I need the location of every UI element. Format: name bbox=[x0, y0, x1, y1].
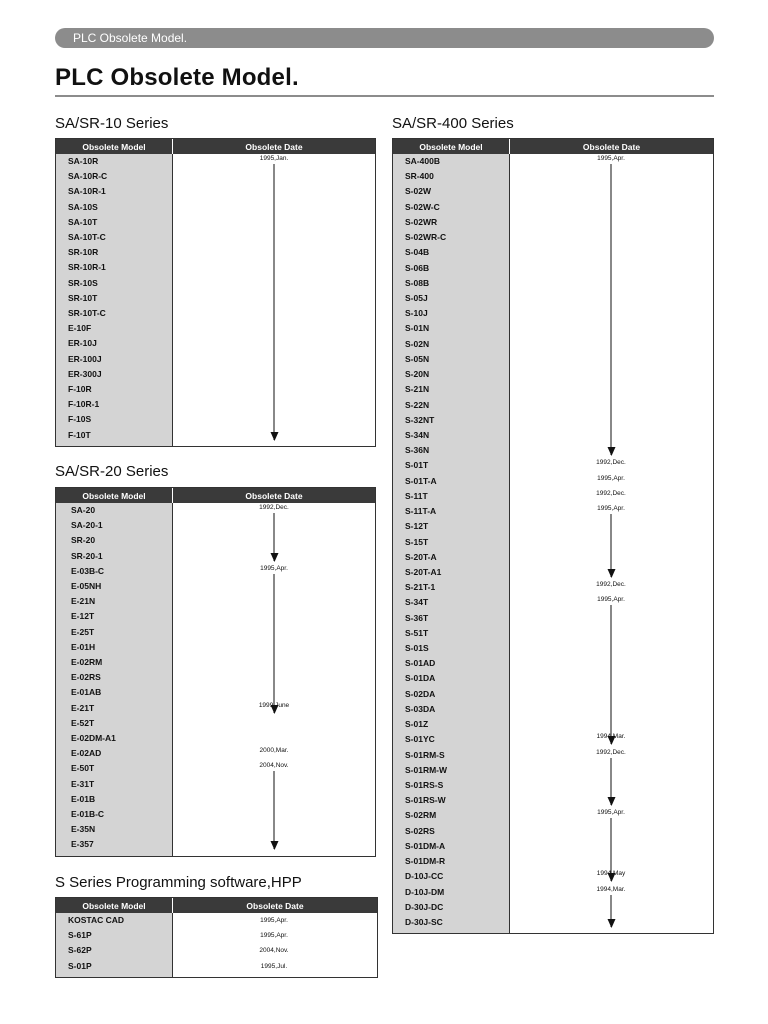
obsolete-date: 1994,Mar. bbox=[596, 885, 626, 893]
model-row: S-20T-A bbox=[405, 551, 437, 562]
model-row: SA-10S bbox=[68, 201, 98, 212]
model-row: S-36N bbox=[405, 445, 430, 456]
model-row: S-34T bbox=[405, 597, 429, 608]
model-row: D-10J-DM bbox=[405, 886, 445, 897]
model-row: E-21N bbox=[71, 596, 96, 607]
header-date: Obsolete Date bbox=[245, 490, 303, 501]
header-model: Obsolete Model bbox=[56, 898, 173, 913]
obsolete-date: 1992,Dec. bbox=[596, 581, 626, 589]
section-title-sa10: SA/SR-10 Series bbox=[55, 115, 169, 132]
model-row: E-02DM-A1 bbox=[71, 733, 116, 743]
model-row: S-02RS bbox=[405, 825, 435, 836]
obsolete-date: 1994,May bbox=[596, 870, 626, 878]
model-row: S-20N bbox=[405, 369, 430, 380]
model-row: D-10J-CC bbox=[405, 871, 444, 882]
model-row: S-02DA bbox=[405, 688, 436, 699]
model-row: S-01YC bbox=[405, 734, 435, 745]
obsolete-date: 1995,Apr. bbox=[260, 917, 288, 924]
obsolete-date: 1995,Jul. bbox=[260, 962, 288, 970]
model-row: SA-10R bbox=[68, 156, 99, 166]
model-row: S-21T-1 bbox=[405, 582, 436, 593]
arrow-down-icon bbox=[274, 771, 275, 849]
model-row: ER-300J bbox=[68, 368, 102, 379]
model-row: S-02WR bbox=[405, 216, 438, 227]
obsolete-date: 1994,Mar. bbox=[596, 733, 626, 741]
model-row: E-35N bbox=[71, 824, 96, 835]
model-row: SR-20-1 bbox=[71, 550, 103, 561]
model-row: S-03DA bbox=[405, 703, 436, 714]
model-row: E-25T bbox=[71, 626, 95, 637]
arrow-down-icon bbox=[274, 513, 275, 561]
model-row: S-51T bbox=[405, 627, 429, 638]
model-row: S-11T bbox=[405, 490, 428, 501]
model-row: S-01P bbox=[68, 960, 92, 971]
model-row: SR-10R bbox=[68, 247, 99, 258]
model-row: SR-10R-1 bbox=[68, 262, 106, 273]
table-body bbox=[56, 913, 377, 977]
model-row: S-02W-C bbox=[405, 201, 440, 212]
model-row: E-01B-C bbox=[71, 809, 105, 819]
model-row: E-52T bbox=[71, 717, 95, 728]
model-row: S-36T bbox=[405, 612, 429, 623]
obsolete-date: 1992,Dec. bbox=[596, 459, 626, 467]
model-row: S-01RS-S bbox=[405, 780, 444, 791]
model-row: S-11T-A bbox=[405, 506, 437, 517]
model-row: S-02WR-C bbox=[405, 232, 447, 243]
model-row: SA-10R-C bbox=[68, 171, 108, 182]
model-row: S-01T bbox=[405, 460, 429, 471]
model-row: E-01H bbox=[71, 641, 96, 652]
arrow-down-icon bbox=[611, 758, 612, 806]
model-row: S-02RM bbox=[405, 810, 437, 821]
model-row: S-02N bbox=[405, 338, 430, 349]
model-row: E-357 bbox=[71, 839, 94, 850]
model-row: S-01DM-A bbox=[405, 840, 446, 851]
obsolete-date: 1995,Apr. bbox=[597, 596, 625, 604]
model-row: SR-10T bbox=[68, 292, 98, 303]
model-row: SR-10T-C bbox=[68, 308, 106, 318]
obsolete-date: 2004,Nov. bbox=[259, 762, 289, 770]
model-row: E-12T bbox=[71, 611, 95, 622]
model-row: S-12T bbox=[405, 521, 429, 532]
obsolete-date: 1995,Jan. bbox=[259, 155, 289, 162]
obsolete-date: 1995,Apr. bbox=[597, 505, 625, 513]
model-row: S-22N bbox=[405, 399, 430, 410]
model-row: S-62P bbox=[68, 945, 92, 956]
model-row: S-01RM-W bbox=[405, 764, 448, 775]
obsolete-date: 1999,June bbox=[258, 701, 290, 709]
model-row: S-01Z bbox=[405, 719, 429, 730]
arrow-down-icon bbox=[611, 818, 612, 881]
model-row: F-10R-1 bbox=[68, 399, 100, 410]
header-bar-label: PLC Obsolete Model. bbox=[73, 31, 188, 45]
header-model: Obsolete Model bbox=[56, 488, 173, 503]
header-bar bbox=[55, 28, 714, 48]
table-sa10 bbox=[55, 138, 376, 447]
arrow-down-icon bbox=[611, 164, 612, 455]
title-divider bbox=[55, 95, 714, 97]
model-row: SR-10S bbox=[68, 277, 98, 288]
table-header bbox=[393, 139, 713, 154]
model-row: SA-400B bbox=[405, 156, 440, 166]
table-body bbox=[56, 503, 375, 856]
model-row: S-01AD bbox=[405, 658, 436, 669]
arrow-down-icon bbox=[611, 895, 612, 927]
obsolete-date: 1995,Apr. bbox=[597, 474, 625, 482]
header-date: Obsolete Date bbox=[245, 141, 303, 152]
header-date: Obsolete Date bbox=[582, 141, 641, 152]
obsolete-date: 1992,Dec. bbox=[596, 489, 626, 497]
model-row: S-15T bbox=[405, 536, 429, 547]
model-row: D-30J-SC bbox=[405, 917, 443, 927]
model-row: S-34N bbox=[405, 429, 430, 440]
model-row: SR-20 bbox=[71, 535, 96, 546]
model-row: KOSTAC CAD bbox=[68, 915, 125, 925]
section-title-sa20: SA/SR-20 Series bbox=[55, 463, 169, 480]
model-row: S-06B bbox=[405, 262, 430, 273]
model-row: F-10S bbox=[68, 414, 92, 425]
table-header bbox=[56, 139, 375, 154]
model-row: S-01RS-W bbox=[405, 795, 446, 806]
obsolete-date: 2004,Nov. bbox=[259, 947, 289, 955]
obsolete-date: 2000,Mar. bbox=[259, 747, 289, 755]
model-row: S-21N bbox=[405, 384, 430, 395]
obsolete-date: 1992,Dec. bbox=[596, 748, 626, 756]
model-row: E-05NH bbox=[71, 581, 102, 591]
model-row: E-03B-C bbox=[71, 565, 105, 576]
header-model: Obsolete Model bbox=[393, 139, 510, 154]
table-body bbox=[393, 154, 713, 933]
model-row: E-31T bbox=[71, 778, 95, 789]
model-row: E-50T bbox=[71, 763, 95, 774]
table-hpp bbox=[55, 897, 378, 978]
table-header bbox=[56, 898, 377, 913]
header-date: Obsolete Date bbox=[246, 900, 304, 911]
model-row: S-01T-A bbox=[405, 475, 437, 486]
model-row: S-01DA bbox=[405, 673, 436, 684]
header-model: Obsolete Model bbox=[56, 139, 173, 154]
model-row: S-32NT bbox=[405, 414, 435, 425]
model-row: S-05N bbox=[405, 353, 430, 364]
obsolete-date: 1995,Apr. bbox=[597, 155, 625, 162]
obsolete-date: 1995,Apr. bbox=[260, 564, 288, 572]
model-row: E-01B bbox=[71, 793, 96, 804]
model-row: S-01N bbox=[405, 323, 430, 334]
model-row: F-10R bbox=[68, 384, 92, 394]
section-title-sa400: SA/SR-400 Series bbox=[392, 115, 514, 132]
model-row: SA-10R-1 bbox=[68, 186, 106, 197]
table-sa400 bbox=[392, 138, 714, 934]
model-row: E-02RM bbox=[71, 657, 103, 667]
model-row: ER-10J bbox=[68, 338, 97, 349]
obsolete-date: 1995,Apr. bbox=[597, 809, 625, 817]
model-row: F-10T bbox=[68, 429, 91, 440]
table-header bbox=[56, 488, 375, 503]
obsolete-date: 1992,Dec. bbox=[259, 504, 289, 511]
obsolete-date: 1995,Apr. bbox=[260, 932, 288, 940]
model-row: E-02AD bbox=[71, 748, 102, 759]
model-row: D-30J-DC bbox=[405, 901, 444, 912]
model-row: E-01AB bbox=[71, 687, 102, 698]
model-row: E-21T bbox=[71, 702, 95, 713]
model-row: S-01DM-R bbox=[405, 856, 446, 867]
arrow-down-icon bbox=[611, 514, 612, 577]
model-row: S-10J bbox=[405, 308, 428, 319]
model-row: SA-10T-C bbox=[68, 232, 106, 242]
page-title: PLC Obsolete Model. bbox=[55, 64, 299, 91]
model-row: SA-20 bbox=[71, 505, 96, 515]
model-row: SA-20-1 bbox=[71, 520, 103, 531]
model-row: S-61P bbox=[68, 930, 92, 941]
model-row: ER-100J bbox=[68, 353, 102, 364]
section-title-hpp: S Series Programming software,HPP bbox=[55, 874, 302, 891]
model-row: S-20T-A1 bbox=[405, 566, 442, 577]
table-sa20 bbox=[55, 487, 376, 857]
model-row: S-01RM-S bbox=[405, 749, 445, 760]
model-row: E-10F bbox=[68, 323, 92, 334]
model-row: S-04B bbox=[405, 247, 430, 258]
model-row: S-05J bbox=[405, 292, 428, 303]
arrow-down-icon bbox=[274, 574, 275, 713]
model-row: S-01S bbox=[405, 643, 429, 654]
arrow-down-icon bbox=[611, 605, 612, 744]
model-row: S-08B bbox=[405, 277, 430, 288]
model-row: E-02RS bbox=[71, 672, 101, 683]
table-body bbox=[56, 154, 375, 446]
model-row: SR-400 bbox=[405, 171, 434, 182]
model-row: SA-10T bbox=[68, 216, 98, 227]
arrow-down-icon bbox=[274, 164, 275, 440]
model-row: S-02W bbox=[405, 186, 431, 197]
